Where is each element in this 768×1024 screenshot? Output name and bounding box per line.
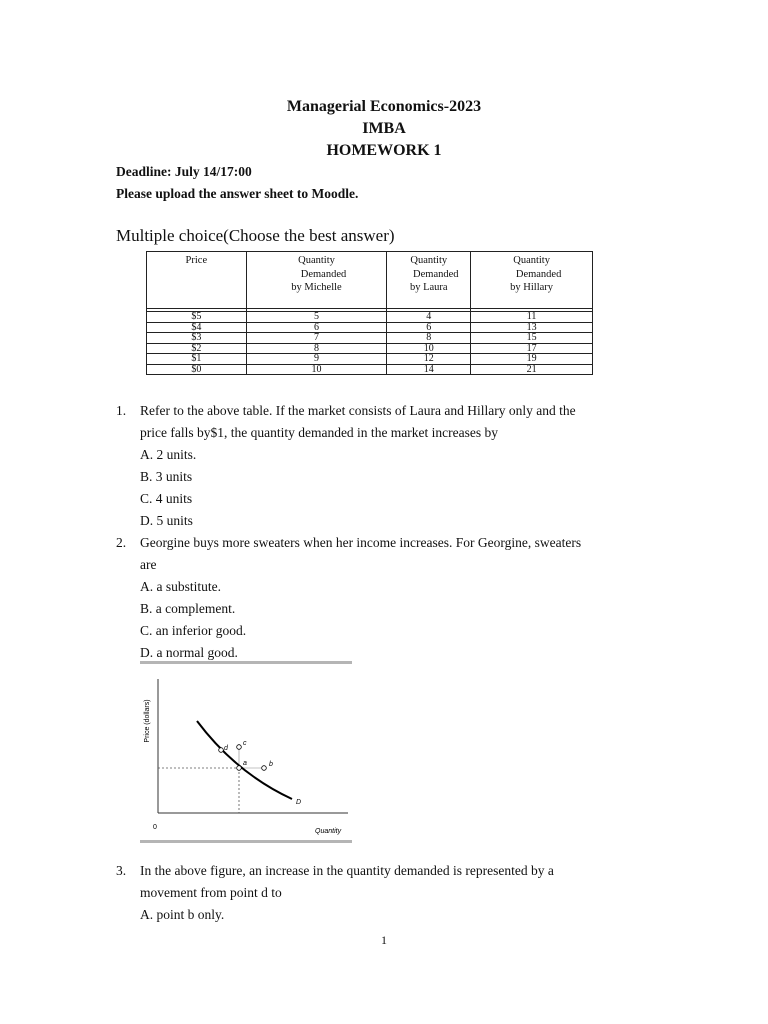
header-price xyxy=(147,252,247,309)
demand-table xyxy=(146,251,593,375)
point-b-label: b xyxy=(269,761,273,768)
question-2-line-2: are xyxy=(140,557,157,572)
section-title: Multiple choice(Choose the best answer) xyxy=(116,226,395,245)
laura-cell: 6 xyxy=(387,322,471,333)
header-line: by Hillary xyxy=(510,282,554,293)
point-b-marker xyxy=(262,766,267,771)
header-line: Demanded xyxy=(413,268,459,280)
michelle-cell: 10 xyxy=(246,364,387,375)
upload-instruction: Please upload the answer sheet to Moodle. xyxy=(116,186,359,201)
table-row xyxy=(147,354,593,365)
y-axis-label: Price (dollars) xyxy=(144,699,151,743)
question-3-line-2: movement from point d to xyxy=(140,885,282,900)
hillary-cell: 17 xyxy=(471,343,593,354)
header-line: Demanded xyxy=(515,268,562,280)
table-row xyxy=(147,364,593,375)
hillary-cell: 21 xyxy=(471,364,593,375)
question-3-line-1: In the above figure, an increase in the quantity demanded is represented by a xyxy=(140,863,554,878)
table-row xyxy=(147,312,593,323)
hillary-cell: 19 xyxy=(471,354,593,365)
michelle-cell: 7 xyxy=(246,333,387,344)
question-2-line-1: Georgine buys more sweaters when her income increases. For Georgine, sweaters xyxy=(140,535,582,550)
question-1-line-1: Refer to the above table. If the market consists of Laura and Hillary only and the xyxy=(140,403,576,418)
header-line: by Michelle xyxy=(291,282,342,293)
point-d-marker xyxy=(219,748,224,753)
laura-cell: 10 xyxy=(387,343,471,354)
hillary-cell: 11 xyxy=(471,312,593,323)
point-c-marker xyxy=(237,745,242,750)
deadline-text: Deadline: July 14/17:00 xyxy=(116,164,252,179)
question-1-line-2: price falls by$1, the quantity demanded in the market increases by xyxy=(140,425,499,440)
question-1-option-a: A. 2 units. xyxy=(140,447,197,462)
course-title: Managerial Economics-2023 xyxy=(286,98,482,115)
table-header-row xyxy=(147,252,593,309)
figure-bottom-rule xyxy=(140,840,352,843)
header-laura xyxy=(387,252,471,309)
table-row xyxy=(147,343,593,354)
price-cell: $3 xyxy=(147,333,247,344)
question-1-option-d: D. 5 units xyxy=(140,513,193,528)
header-line: Demanded xyxy=(300,268,347,280)
header-hillary xyxy=(471,252,593,309)
question-1-option-b: B. 3 units xyxy=(140,469,193,484)
header-line: by Laura xyxy=(409,282,448,293)
price-cell: $5 xyxy=(147,312,247,323)
question-2-number: 2. xyxy=(116,535,127,550)
header-line: Quantity xyxy=(410,255,448,266)
question-3-option-a: A. point b only. xyxy=(140,907,225,922)
assignment-title: HOMEWORK 1 xyxy=(326,142,442,159)
price-cell: $2 xyxy=(147,343,247,354)
laura-cell: 8 xyxy=(387,333,471,344)
curve-label: D xyxy=(296,799,302,806)
question-2-option-d: D. a normal good. xyxy=(140,645,238,660)
program-title: IMBA xyxy=(362,120,406,137)
price-cell: $1 xyxy=(147,354,247,365)
point-a-marker xyxy=(237,766,242,771)
header-line: Price xyxy=(185,255,208,266)
question-2-option-c: C. an inferior good. xyxy=(140,623,247,638)
origin-label: 0 xyxy=(153,824,157,831)
question-2-option-a: A. a substitute. xyxy=(140,579,221,594)
price-cell: $0 xyxy=(147,364,247,375)
michelle-cell: 8 xyxy=(246,343,387,354)
michelle-cell: 9 xyxy=(246,354,387,365)
table-row xyxy=(147,322,593,333)
page-number: 1 xyxy=(381,933,387,947)
figure-top-rule xyxy=(140,661,352,664)
table-row xyxy=(147,333,593,344)
michelle-cell: 6 xyxy=(246,322,387,333)
laura-cell: 12 xyxy=(387,354,471,365)
michelle-cell: 5 xyxy=(246,312,387,323)
point-c-label: c xyxy=(243,740,247,747)
price-cell: $4 xyxy=(147,322,247,333)
question-2-option-b: B. a complement. xyxy=(140,601,236,616)
point-a-label: a xyxy=(243,760,247,767)
hillary-cell: 15 xyxy=(471,333,593,344)
question-3-number: 3. xyxy=(116,863,127,878)
laura-cell: 14 xyxy=(387,364,471,375)
header-line: Quantity xyxy=(513,255,550,266)
x-axis-label: Quantity xyxy=(315,828,342,835)
question-1-option-c: C. 4 units xyxy=(140,491,193,506)
point-d-label: d xyxy=(224,745,228,752)
hillary-cell: 13 xyxy=(471,322,593,333)
laura-cell: 4 xyxy=(387,312,471,323)
question-1-number: 1. xyxy=(116,403,127,418)
header-michelle xyxy=(246,252,387,309)
demand-curve-figure xyxy=(140,661,352,843)
header-line: Quantity xyxy=(298,255,335,266)
